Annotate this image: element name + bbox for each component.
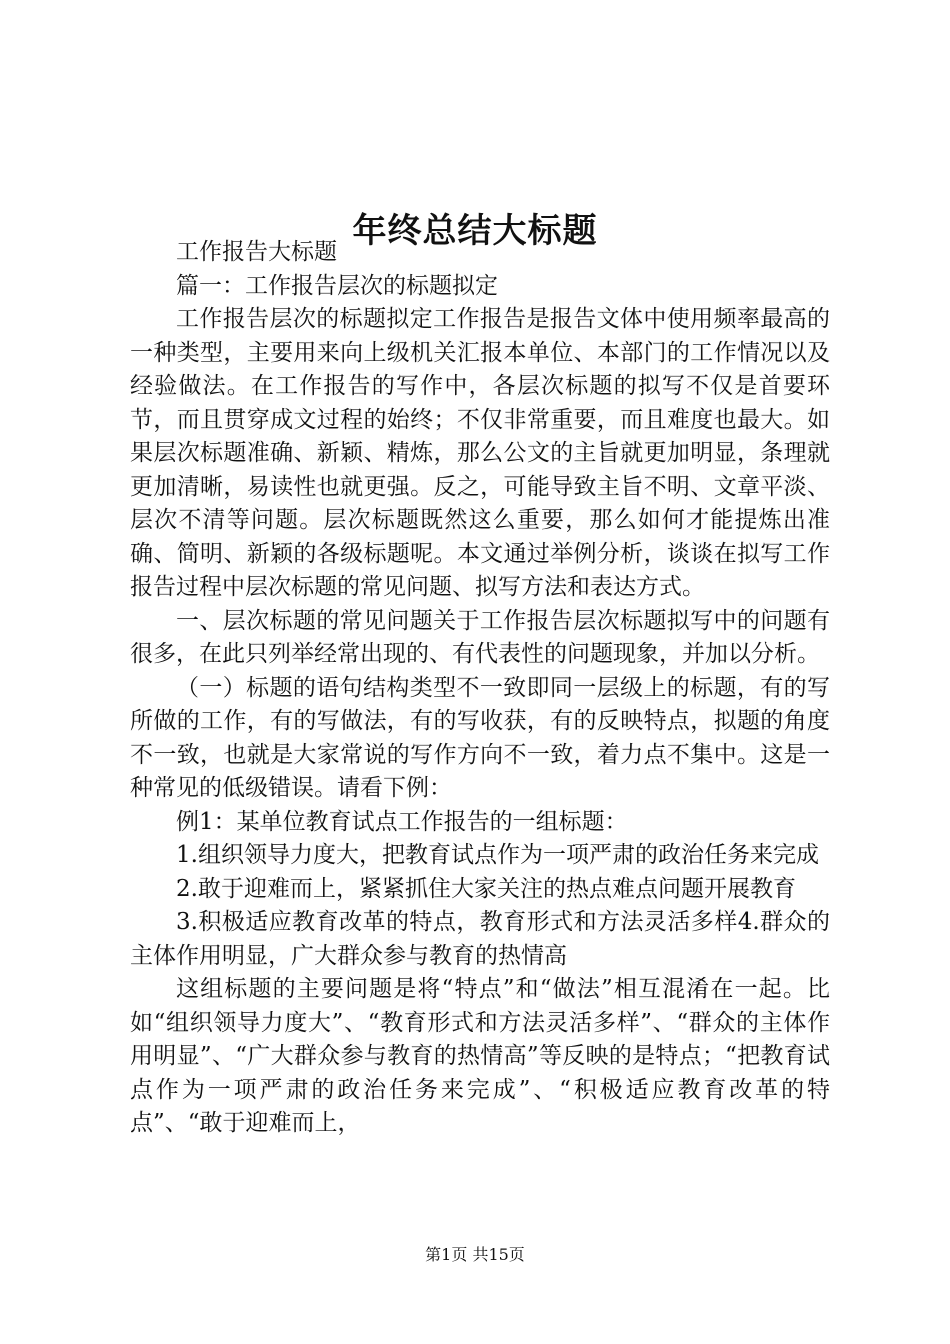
- paragraph: 篇一：工作报告层次的标题拟定: [176, 272, 498, 299]
- paragraph: （一）标题的语句结构类型不一致即同一层级上的标题，有的写所做的工作，有的写做法，有的写收获，有的反映特点，拟题的角度不一致，也就是大家常说的写作方向不一致，着力点不集中。这是一种常见的低级错误。请看下例：: [130, 674, 830, 801]
- paragraph: 工作报告大标题: [176, 239, 337, 265]
- page-footer: 第1页 共15页: [425, 1245, 525, 1264]
- paragraph: 一、层次标题的常见问题关于工作报告层次标题拟写中的问题有很多，在此只列举经常出现的、有代表性的问题现象，并加以分析。: [130, 607, 830, 667]
- paragraph: 1.组织领导力度大，把教育试点作为一项严肃的政治任务来完成: [176, 842, 819, 868]
- paragraph: 例1：某单位教育试点工作报告的一组标题：: [176, 808, 628, 835]
- paragraph: 这组标题的主要问题是将“特点”和“做法”相互混淆在一起。比如“组织领导力度大”、“教育形式和方法灵活多样”、“群众的主体作用明显”、“广大群众参与教育的热情高”等反映的是特点；“把教育试点作为一项严肃的政治任务来完成”、“积极适应教育改革的特点”、“敢于迎难而上，: [130, 976, 830, 1136]
- document-title: 年终总结大标题: [352, 210, 598, 251]
- paragraph: 工作报告层次的标题拟定工作报告是报告文体中使用频率最高的一种类型，主要用来向上级机关汇报本单位、本部门的工作情况以及经验做法。在工作报告的写作中，各层次标题的拟写不仅是首要环节，而且贯穿成文过程的始终；不仅非常重要，而且难度也最大。如果层次标题准确、新颖、精炼，那么公文的主旨就更加明显，条理就更加清晰，易读性也就更强。反之，可能导致主旨不明、文章平淡、层次不清等问题。层次标题既然这么重要，那么如何才能提炼出准确、简明、新颖的各级标题呢。本文通过举例分析，谈谈在拟写工作报告过程中层次标题的常见问题、拟写方法和表达方式。: [130, 306, 830, 600]
- paragraph: 2.敢于迎难而上，紧紧抓住大家关注的热点难点问题开展教育: [176, 875, 796, 902]
- document-body: [130, 236, 830, 1141]
- paragraph: 3.积极适应教育改革的特点，教育形式和方法灵活多样4.群众的主体作用明显，广大群众参与教育的热情高: [130, 909, 830, 969]
